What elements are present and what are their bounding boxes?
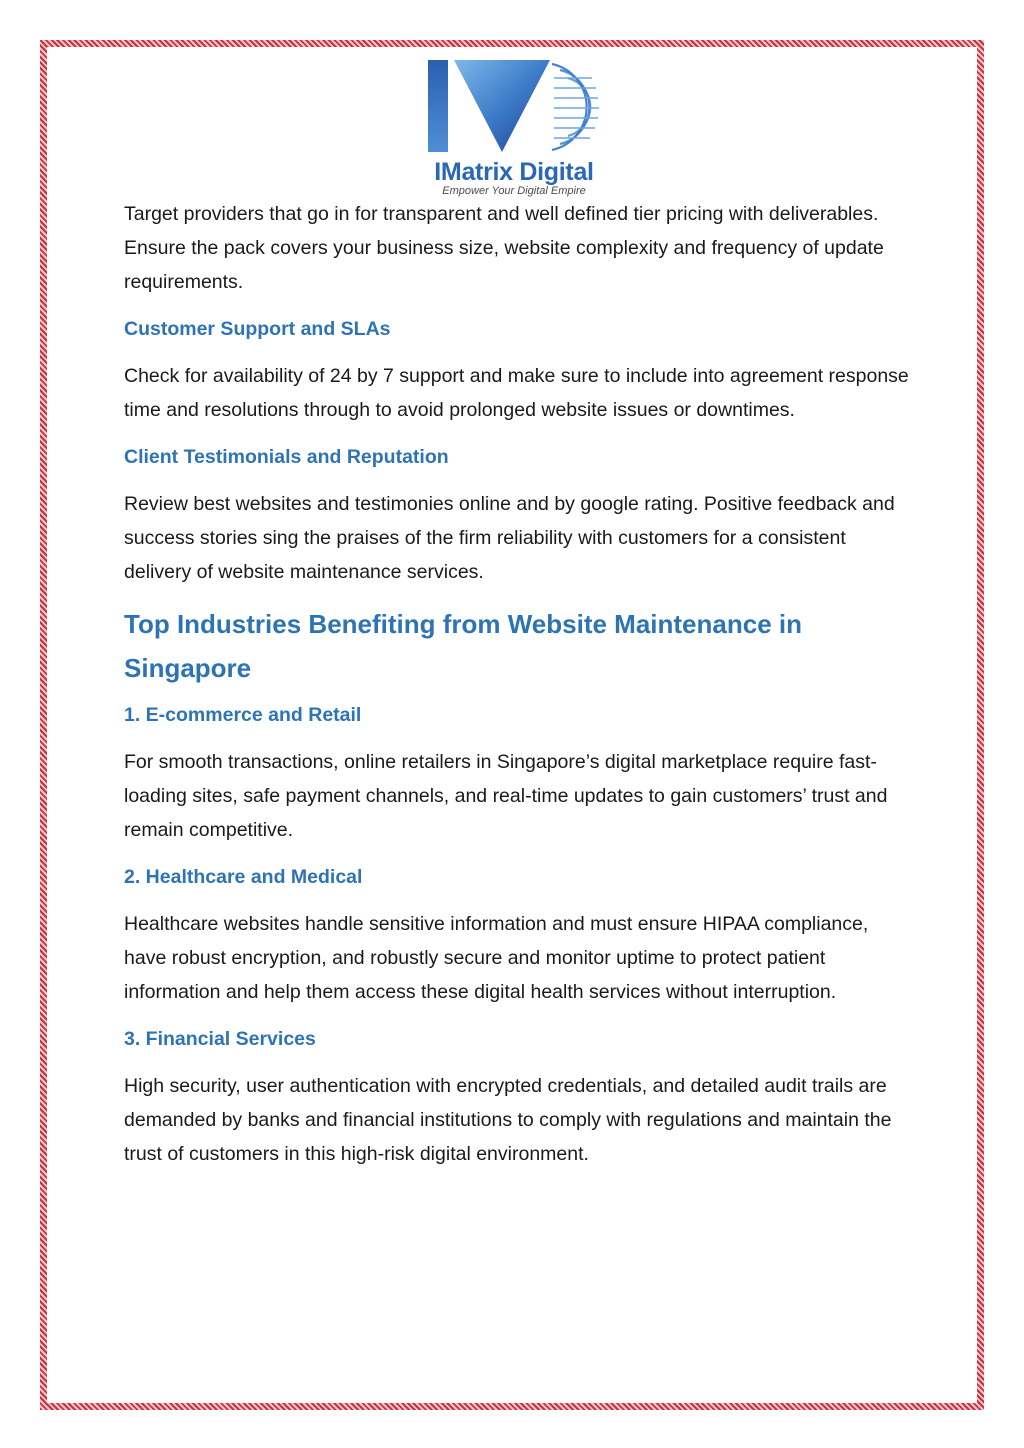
financial-paragraph: High security, user authentication with encrypted credentials, and detailed audit trails are demanded by banks and financial institutions to comply with regulations and maintain the trust of customers in this high-risk digital environment. [124,1075,892,1165]
support-paragraph: Check for availability of 24 by 7 support and make sure to include into agreement response time and resolutions through to avoid prolonged website issues or downtimes. [124,365,909,421]
intro-paragraph: Target providers that go in for transparent and well defined tier pricing with deliverables. Ensure the pack covers your business size, website complexity and frequency of update requirements. [124,203,884,293]
ecommerce-heading: 1. E-commerce and Retail [124,704,362,726]
ecommerce-paragraph: For smooth transactions, online retailers in Singapore’s digital marketplace require fast-loading sites, safe payment channels, and real-time updates to gain customers’ trust and remain competitive. [124,751,888,841]
document-body [124,197,914,1184]
logo-name: IMatrix Digital [434,158,594,186]
financial-heading: 3. Financial Services [124,1028,316,1050]
testimonials-paragraph: Review best websites and testimonies online and by google rating. Positive feedback and success stories sing the praises of the firm reliability with customers for a consistent delivery of website maintenance services. [124,493,895,583]
healthcare-paragraph: Healthcare websites handle sensitive information and must ensure HIPAA compliance, have robust encryption, and robustly secure and monitor uptime to protect patient information and help them access these digital health services without interruption. [124,913,869,1003]
healthcare-heading: 2. Healthcare and Medical [124,866,363,888]
industries-heading: Top Industries Benefiting from Website Maintenance in Singapore [124,609,802,683]
logo-tagline: Empower Your Digital Empire [442,185,586,197]
company-logo [424,58,604,200]
support-heading: Customer Support and SLAs [124,318,391,340]
imatrix-logo-icon [424,58,604,158]
testimonials-heading: Client Testimonials and Reputation [124,446,449,468]
